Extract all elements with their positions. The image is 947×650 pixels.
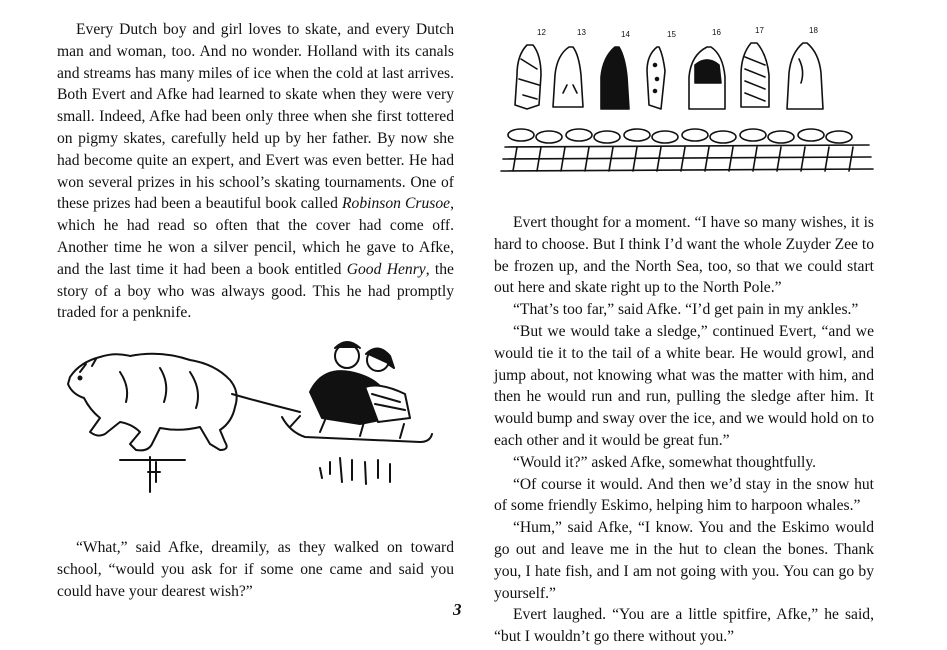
paragraph-dearest-wish: “What,” said Afke, dreamily, as they walked on toward school, “would you ask for if some one came and said you could have your dearest wish?” xyxy=(57,539,454,600)
hook-number: 17 xyxy=(755,26,764,35)
paragraph: “That’s too far,” said Afke. “I’d get pain in my ankles.” xyxy=(513,301,859,319)
coats-and-clogs-illustration xyxy=(497,25,877,190)
paragraph: “Would it?” asked Afke, somewhat thoughtfully. xyxy=(513,453,817,471)
clog-row xyxy=(508,129,852,143)
hook-number: 13 xyxy=(577,28,586,37)
tiled-floor xyxy=(501,145,873,171)
hook-number: 12 xyxy=(537,28,546,37)
book-title-robinson-crusoe: Robinson Crusoe xyxy=(342,195,451,213)
paragraph-skating: Every Dutch boy and girl loves to skate, and every Dutch man and woman, too. And no wonder. Holland with its canals and streams has many miles of ice when the cold at last arrives. Both Evert and Afke had learned to skate when they were very small. Indeed, Afke had been only three when she first tottered on pigmy skates, carefully held up by her father. By now she had become quite an expert, and Evert was even better. He had won several prizes in his school’s skating tournaments. One of these prizes had been a beautiful book called Robinson Crusoe, which he had read so often that the cover had come off. Another time he won a silver pencil, which he gave to Afke, and the last time it had been a book entitled Good Henry, the story of a boy who was always good. This he had promptly traded for a penknife. xyxy=(57,21,454,322)
hook-number: 16 xyxy=(712,28,721,37)
coat-row xyxy=(515,43,823,109)
children-on-sledge xyxy=(310,342,410,424)
bear-sledge-illustration xyxy=(60,332,440,522)
paragraph: “Of course it would. And then we’d stay in the snow hut of some friendly Eskimo, helping him to harpoon whales.” xyxy=(494,475,874,515)
book-title-good-henry: Good Henry xyxy=(346,260,426,278)
left-column-text xyxy=(57,19,454,324)
hook-number: 14 xyxy=(621,30,630,39)
hook-number: 15 xyxy=(667,30,676,39)
paragraph: “But we would take a sledge,” continued Evert, “and we would tie it to the tail of a white bear. He would growl, and jump about, not knowing what was the matter with him, and then he would run and run, pulling the sledge after him. It would bump and sway over the ice, and we would hold on to each other and it would be great fun.” xyxy=(494,322,874,449)
right-column-text xyxy=(494,212,874,648)
hook-number: 18 xyxy=(809,26,818,35)
paragraph: “Hum,” said Afke, “I know. You and the Eskimo would go out and leave me in the hut to clean the bones. Thank you, I hate fish, and I am not going with you. You can go by yourself.” xyxy=(494,519,874,602)
paragraph: Evert thought for a moment. “I have so many wishes, it is hard to choose. But I think I’d want the whole Zuyder Zee to be frozen up, and the North Sea, too, so that we could start out here and skate right up to the North Pole.” xyxy=(494,214,874,297)
page-number: 3 xyxy=(453,600,462,619)
bear-figure xyxy=(68,354,237,451)
paragraph: Evert laughed. “You are a little spitfire, Afke,” he said, “but I wouldn’t go there without you.” xyxy=(494,606,874,646)
left-column-bottom-text xyxy=(57,537,454,602)
